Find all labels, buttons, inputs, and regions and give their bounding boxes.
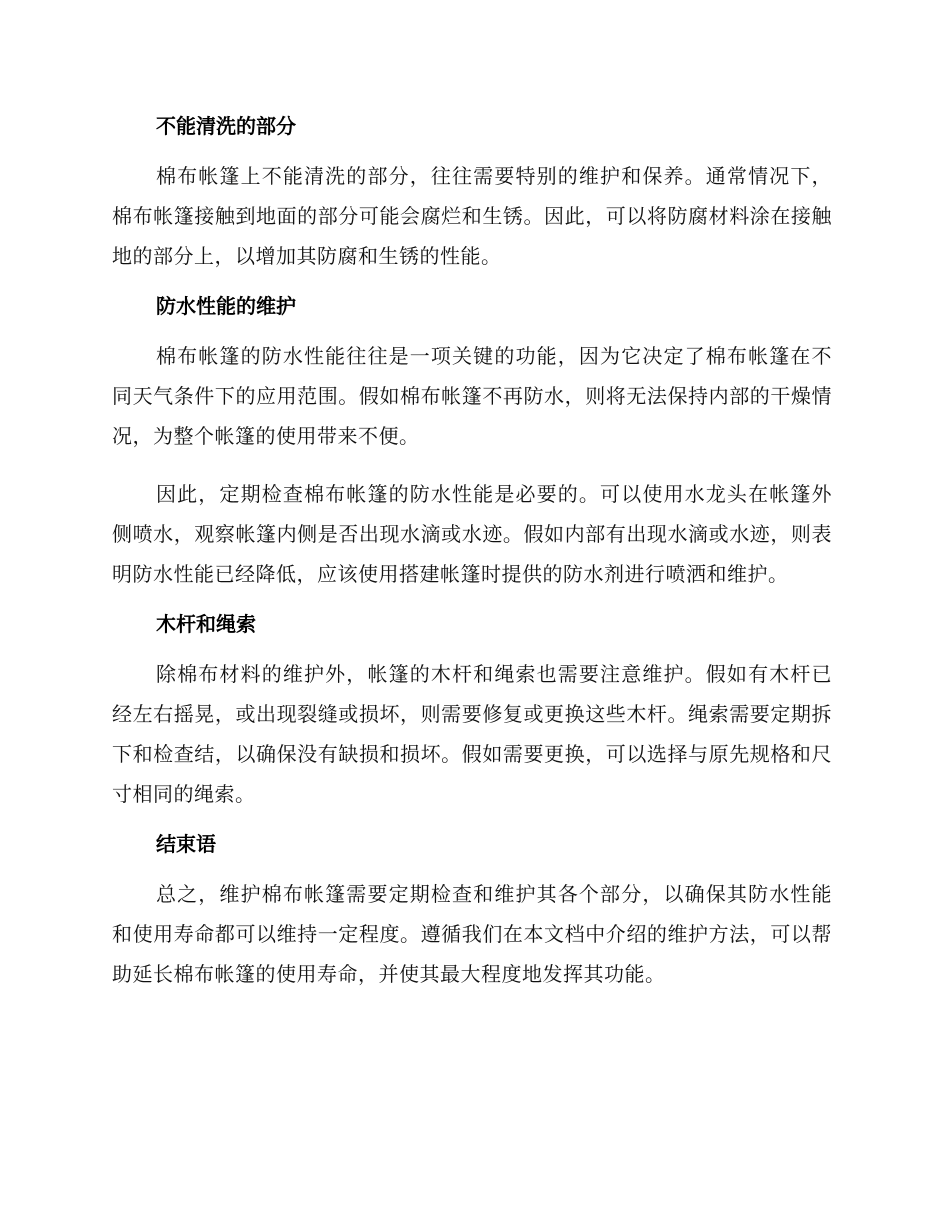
paragraph-poles-ropes: 除棉布材料的维护外，帐篷的木杆和绳索也需要注意维护。假如有木杆已经左右摇晃，或出现裂缝或损坏，则需要修复或更换这些木杆。绳索需要定期拆下和检查结，以确保没有缺损和损坏。假如需要更换，可以选择与原先规格和尺寸相同的绳索。	[112, 662, 832, 806]
document-body	[112, 108, 832, 1006]
section-heading-waterproof: 防水性能的维护	[156, 294, 296, 318]
paragraph-waterproof-1: 棉布帐篷的防水性能往往是一项关键的功能，因为它决定了棉布帐篷在不同天气条件下的应用范围。假如棉布帐篷不再防水，则将无法保持内部的干燥情况，为整个帐篷的使用带来不便。	[112, 344, 832, 448]
section-heading-conclusion: 结束语	[156, 832, 216, 856]
section-heading-poles-ropes: 木杆和绳索	[156, 612, 256, 636]
paragraph-conclusion: 总之，维护棉布帐篷需要定期检查和维护其各个部分，以确保其防水性能和使用寿命都可以维持一定程度。遵循我们在本文档中介绍的维护方法，可以帮助延长棉布帐篷的使用寿命，并使其最大程度地发挥其功能。	[112, 882, 832, 986]
section-heading-non-washable: 不能清洗的部分	[156, 114, 296, 138]
paragraph-non-washable: 棉布帐篷上不能清洗的部分，往往需要特别的维护和保养。通常情况下，棉布帐篷接触到地面的部分可能会腐烂和生锈。因此，可以将防腐材料涂在接触地的部分上，以增加其防腐和生锈的性能。	[112, 164, 832, 268]
paragraph-waterproof-2: 因此，定期检查棉布帐篷的防水性能是必要的。可以使用水龙头在帐篷外侧喷水，观察帐篷内侧是否出现水滴或水迹。假如内部有出现水滴或水迹，则表明防水性能已经降低，应该使用搭建帐篷时提供的防水剂进行喷洒和维护。	[112, 482, 832, 586]
